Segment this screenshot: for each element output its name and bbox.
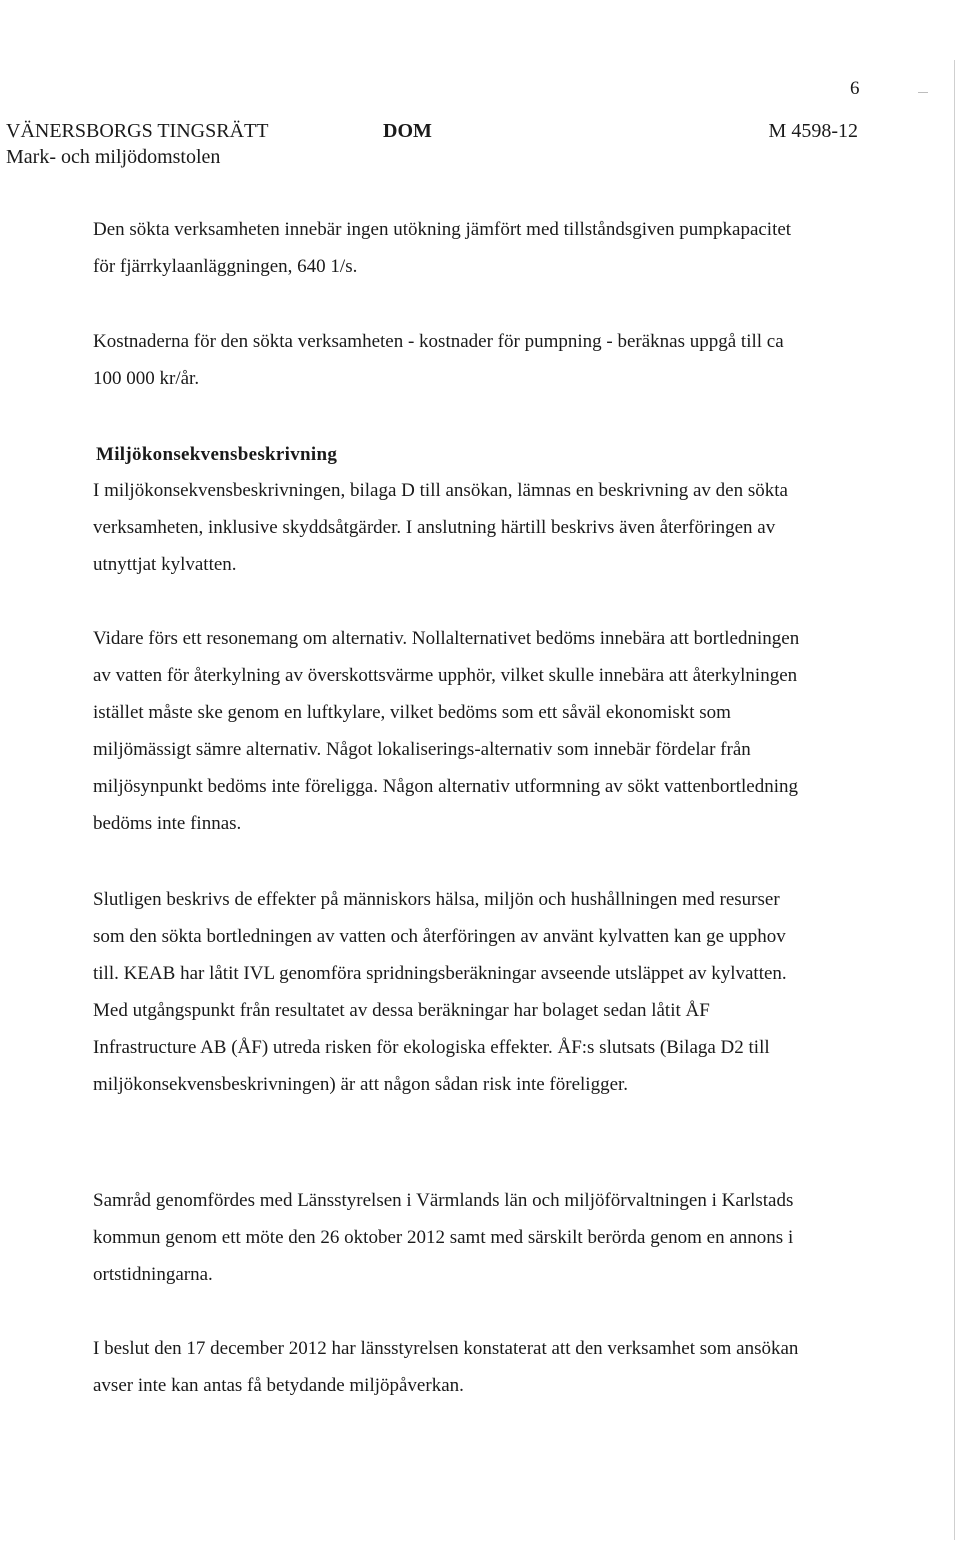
paragraph-consultation: Samråd genomfördes med Länsstyrelsen i Värmlands län och miljöförvaltningen i Karlstads kommun genom ett möte den 26 oktober 2012 samt med särskilt berörda genom en annons i ortstidningarna. <box>93 1190 794 1285</box>
paragraph-decision: I beslut den 17 december 2012 har länsstyrelsen konstaterat att den verksamhet som ansökan avser inte kan antas få betydande miljöpåverkan. <box>93 1338 799 1396</box>
case-number: M 4598-12 <box>768 120 858 142</box>
document-type: DOM <box>383 120 432 142</box>
paragraph-alternatives: Vidare förs ett resonemang om alternativ. Nollalternativet bedöms innebära att bortledningen av vatten för återkylning av överskottsvärme upphör, vilket skulle innebära att återkylningen istället måste ske genom en luftkylare, vilket bedöms som ett såväl ekonomiskt som miljömässigt sämre alternativ. Något lokaliserings-alternativ som innebär fördelar från miljösynpunkt bedöms inte föreligga. Någon alternativ utformning av sökt vattenbortledning bedöms inte finnas. <box>93 628 800 834</box>
paragraph-capacity: Den sökta verksamheten innebär ingen utökning jämfört med tillståndsgiven pumpkapacitet för fjärrkylaanläggningen, 640 1/s. <box>93 219 792 277</box>
scan-corner-mark <box>918 92 928 93</box>
paragraph-effects: Slutligen beskrivs de effekter på människors hälsa, miljön och hushållningen med resurser som den sökta bortledningen av vatten och återföringen av använt kylvatten kan ge upphov till. KEAB har låtit IVL genomföra spridningsberäkningar avseende utsläppet av kylvatten. Med utgångspunkt från resultatet av dessa beräkningar har bolaget sedan låtit ÅF Infrastructure AB (ÅF) utreda risken för ekologiska effekter. ÅF:s slutsats (Bilaga D2 till miljökonsekvensbeskrivningen) är att någon sådan risk inte föreligger. <box>93 889 787 1095</box>
paragraph-costs: Kostnaderna för den sökta verksamheten - kostnader för pumpning - beräknas uppgå till ca 100 000 kr/år. <box>93 331 784 389</box>
paragraph-mkb-description: I miljökonsekvensbeskrivningen, bilaga D till ansökan, lämnas en beskrivning av den sökta verksamheten, inklusive skyddsåtgärder. I anslutning härtill beskrivs även återföringen av utnyttjat kylvatten. <box>93 480 788 575</box>
scan-edge-line <box>954 60 955 1540</box>
court-name: VÄNERSBORGS TINGSRÄTT <box>6 120 269 142</box>
section-heading-mkb: Miljökonsekvensbeskrivning <box>96 444 338 465</box>
page-number: 6 <box>850 78 860 99</box>
court-division: Mark- och miljödomstolen <box>6 146 221 168</box>
document-header <box>6 118 858 170</box>
